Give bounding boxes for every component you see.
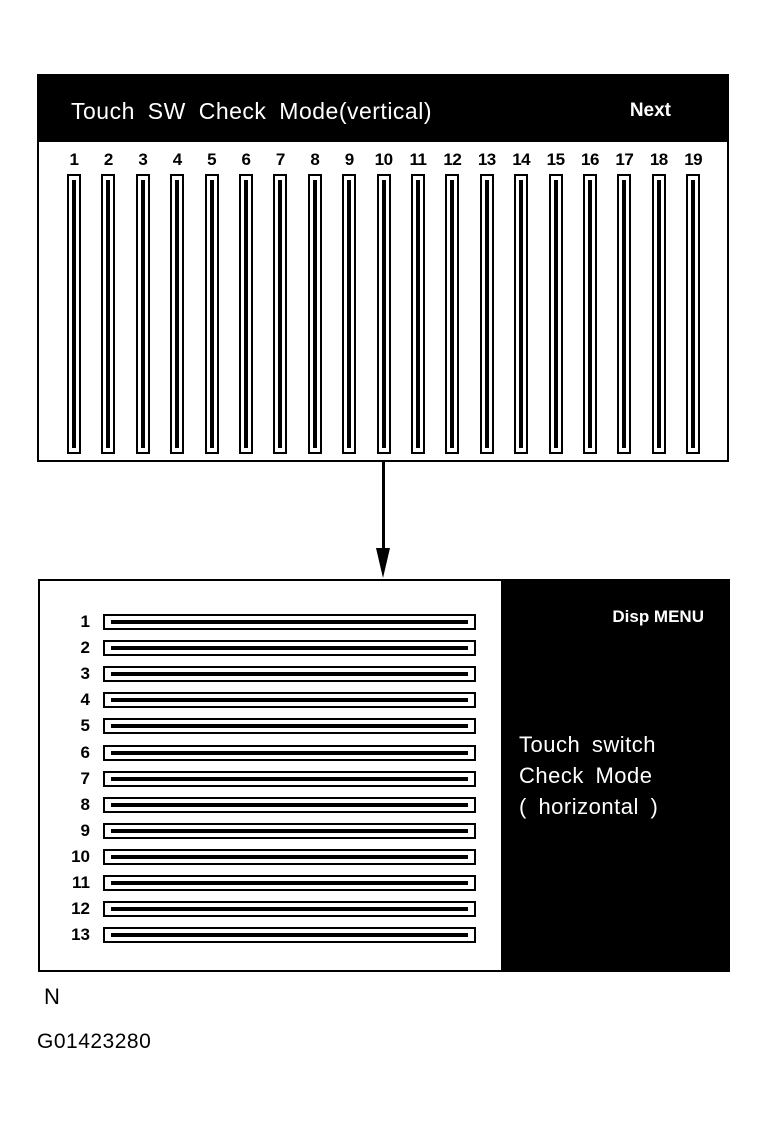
vertical-touch-bar[interactable] [377, 174, 391, 454]
vertical-touch-bar[interactable] [136, 174, 150, 454]
row-number: 10 [71, 846, 90, 866]
next-button[interactable]: Next [629, 100, 671, 121]
horizontal-row [40, 821, 500, 841]
horizontal-row [40, 873, 500, 893]
disp-menu-button[interactable]: Disp MENU [612, 607, 704, 626]
vertical-touch-bar[interactable] [205, 174, 219, 454]
horizontal-row [40, 638, 500, 658]
column-number: 13 [477, 150, 496, 169]
column-number: 10 [374, 150, 393, 169]
column-number: 1 [69, 150, 79, 169]
vertical-touch-bar[interactable] [514, 174, 528, 454]
vertical-touch-bar[interactable] [239, 174, 253, 454]
transition-arrow-line [382, 462, 385, 552]
vertical-touch-bar[interactable] [273, 174, 287, 454]
horizontal-row [40, 612, 500, 632]
vertical-touch-bar[interactable] [342, 174, 356, 454]
column-number: 12 [443, 150, 462, 169]
row-number: 12 [71, 899, 90, 919]
horizontal-touch-bar[interactable] [103, 666, 476, 682]
horizontal-touch-bar[interactable] [103, 901, 476, 917]
row-number: 4 [80, 690, 90, 710]
horizontal-touch-bar[interactable] [103, 745, 476, 761]
column-number: 3 [138, 150, 148, 169]
vertical-touch-bar[interactable] [480, 174, 494, 454]
vertical-touch-bar[interactable] [101, 174, 115, 454]
mode-description-line: ( horizontal ) [519, 794, 659, 819]
column-number: 9 [344, 150, 354, 169]
horizontal-touch-bar[interactable] [103, 640, 476, 656]
vertical-touch-bar[interactable] [308, 174, 322, 454]
column-number: 16 [581, 150, 599, 169]
column-number: 14 [512, 150, 531, 169]
vertical-touch-bar[interactable] [686, 174, 700, 454]
horizontal-row [40, 795, 500, 815]
horizontal-row [40, 690, 500, 710]
horizontal-touch-bar[interactable] [103, 875, 476, 891]
horizontal-row [40, 847, 500, 867]
vertical-touch-bar[interactable] [583, 174, 597, 454]
column-number: 11 [409, 150, 427, 169]
row-number: 5 [80, 716, 90, 736]
horizontal-touch-bar[interactable] [103, 797, 476, 813]
vertical-touch-bar[interactable] [170, 174, 184, 454]
horizontal-row [40, 925, 500, 945]
vertical-screen-title: Touch SW Check Mode(vertical) [71, 98, 432, 124]
horizontal-touch-bar[interactable] [103, 614, 476, 630]
horizontal-touch-bar[interactable] [103, 849, 476, 865]
horizontal-row [40, 664, 500, 684]
mode-description-line: Touch switch [519, 732, 656, 757]
column-number: 7 [275, 150, 285, 169]
horizontal-touch-bar[interactable] [103, 927, 476, 943]
horizontal-row [40, 899, 500, 919]
horizontal-touch-bar[interactable] [103, 823, 476, 839]
transition-arrow-head [376, 548, 390, 578]
horizontal-row [40, 716, 500, 736]
vertical-touch-bar[interactable] [411, 174, 425, 454]
vertical-touch-bar[interactable] [617, 174, 631, 454]
column-number: 5 [207, 150, 217, 169]
vertical-touch-bar[interactable] [445, 174, 459, 454]
column-number: 19 [684, 150, 703, 169]
row-number: 8 [80, 794, 90, 814]
row-number: 11 [72, 873, 90, 892]
column-number: 8 [310, 150, 320, 169]
horizontal-row [40, 769, 500, 789]
column-number: 17 [615, 150, 634, 169]
row-number: 9 [80, 820, 90, 840]
vertical-touch-bar[interactable] [652, 174, 666, 454]
column-number: 18 [649, 150, 668, 169]
vertical-screen-header [39, 76, 727, 142]
row-number: 6 [80, 742, 90, 762]
orientation-mark: N [44, 984, 60, 1009]
row-number: 1 [80, 612, 90, 631]
horizontal-row [40, 743, 500, 763]
column-number: 4 [172, 150, 182, 169]
horizontal-touch-bar[interactable] [103, 692, 476, 708]
vertical-switch-bars [39, 174, 727, 456]
column-number: 6 [241, 150, 251, 169]
horizontal-side-panel [501, 581, 728, 970]
mode-description [519, 729, 658, 822]
column-number: 2 [103, 150, 113, 169]
column-number: 15 [546, 150, 565, 169]
row-number: 2 [80, 638, 90, 658]
row-number: 3 [80, 664, 90, 684]
figure-id: G01423280 [37, 1030, 152, 1053]
vertical-check-screen [37, 74, 729, 462]
vertical-touch-bar[interactable] [549, 174, 563, 454]
row-number: 7 [80, 768, 90, 788]
horizontal-touch-bar[interactable] [103, 718, 476, 734]
column-number-row [39, 150, 727, 174]
mode-description-line: Check Mode [519, 763, 653, 788]
row-number: 13 [71, 925, 90, 945]
vertical-touch-bar[interactable] [67, 174, 81, 454]
horizontal-touch-bar[interactable] [103, 771, 476, 787]
horizontal-check-screen [38, 579, 730, 972]
